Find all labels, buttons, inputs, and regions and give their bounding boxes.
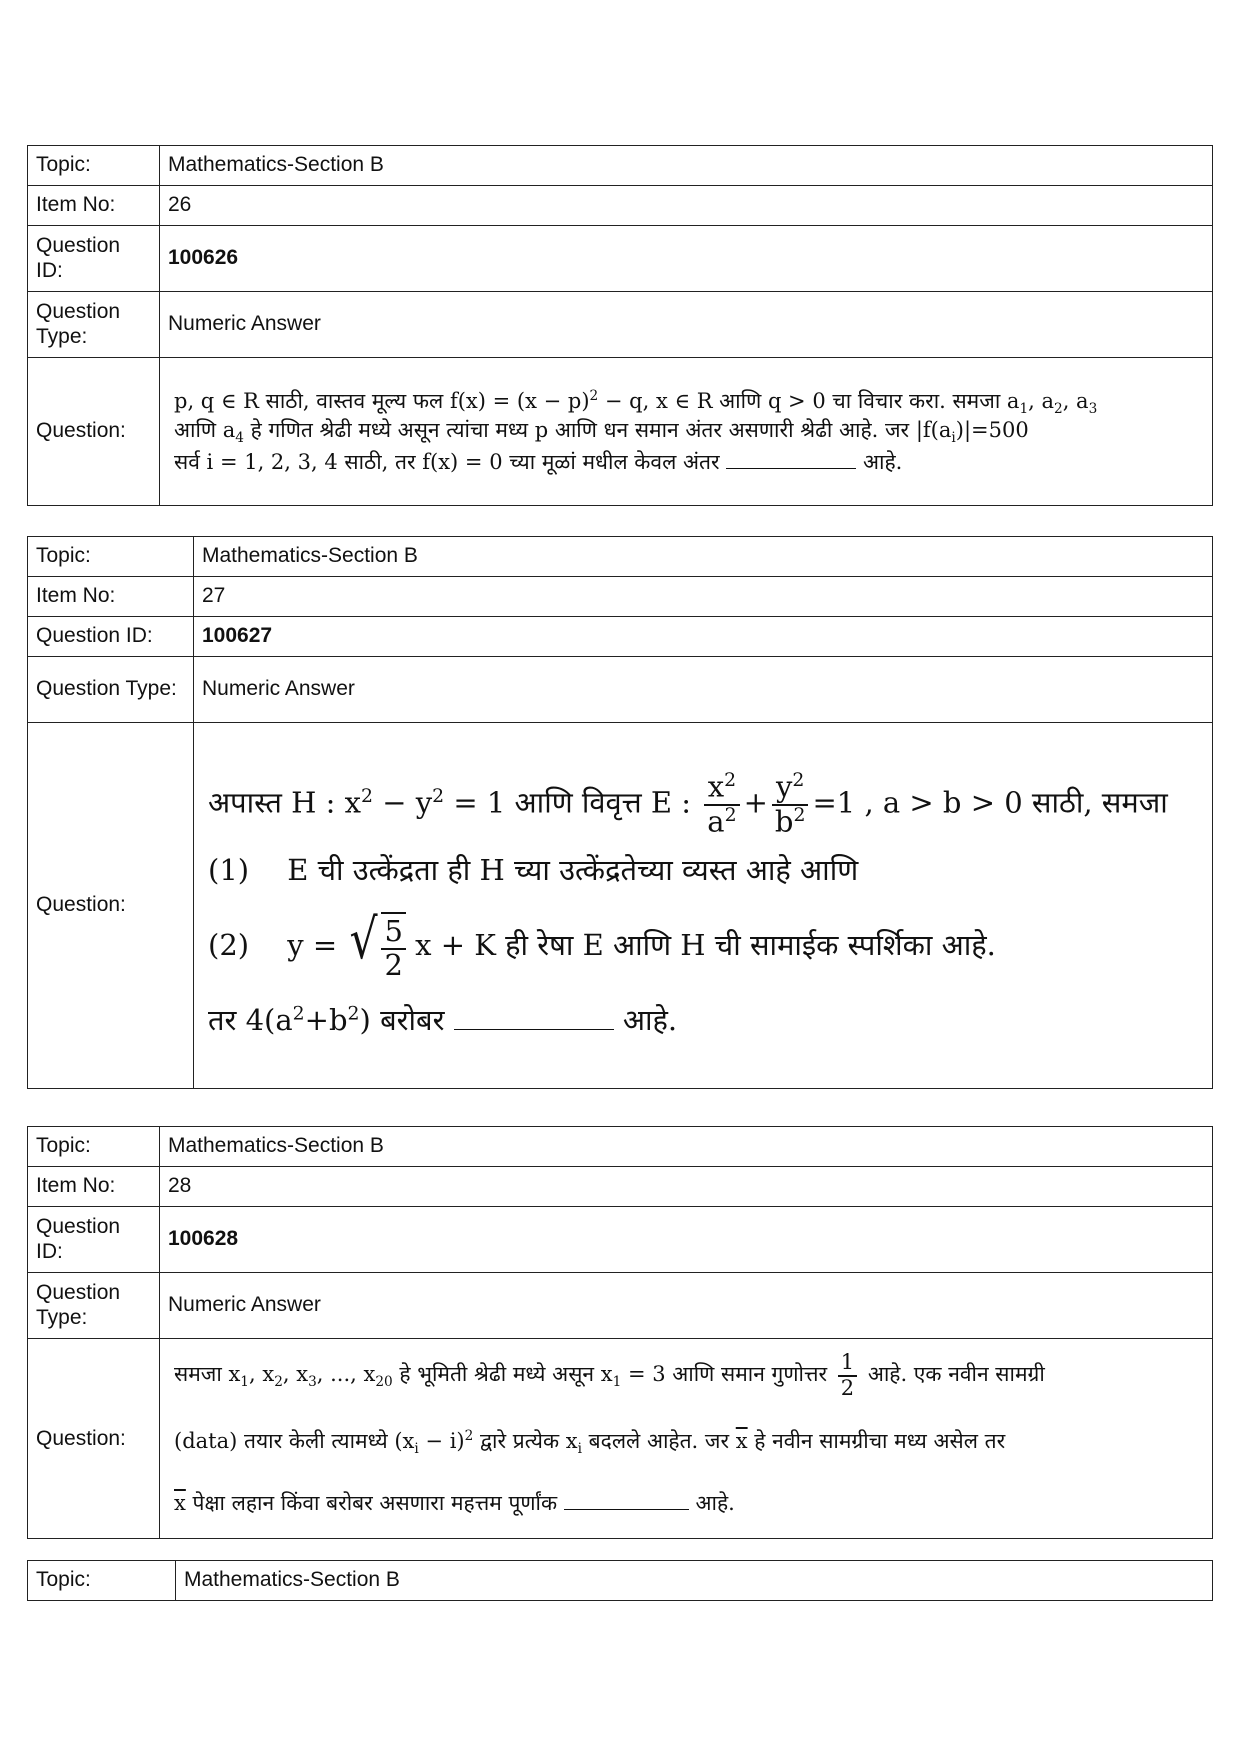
question-text: समजा $x_1$, $x_2$, $x_3$, ..., $x_{20}$ हे भूमिती श्रेढी मध्ये असून $x_1 = 3$ आणि समान गुणोत्तर $\frac{1}{2}$ आहे. एक नवीन सामग्री (data) तयार केली त्यामध्ये $(x_i - i)^2$ द्वारे प्रत्येक $x_i$ बदलले आहेत. जर $\overline{x}$ हे नवीन सामग्रीचा मध्य असेल तर $\overline{x}$ पेक्षा लहान किंवा बरोबर असणारा महत्तम पूर्णांक आहे. — [160, 1339, 1213, 1539]
condition-number: (1) — [208, 853, 250, 888]
fraction-x2-a2: $\frac{x^2}{a^2}$ — [704, 771, 739, 838]
q-text-part: (data) तयार केली त्यामध्ये (x — [174, 1429, 415, 1454]
item-no-value: 26 — [160, 186, 1213, 226]
q-text-part: आणि a — [174, 417, 236, 442]
question-card-29 — [27, 1560, 1213, 1601]
question-card-26 — [27, 145, 1213, 506]
q-text-part: आहे. एक नवीन सामग्री — [867, 1362, 1045, 1386]
q-text-part: , a — [1062, 389, 1089, 414]
q-text-part: , x — [248, 1362, 275, 1386]
square-root: √ $\frac{5}{2}$ — [346, 912, 406, 982]
q-text-part: ) बरोबर — [359, 1002, 445, 1037]
question-type-value: Numeric Answer — [160, 292, 1213, 358]
question-id-label: Question ID: — [28, 1207, 160, 1273]
question-card-28 — [27, 1126, 1213, 1539]
q-text-part: तर 4(a — [208, 1002, 293, 1037]
q-text-part: पेक्षा लहान किंवा बरोबर असणारा महत्तम पूर्णांक — [192, 1491, 558, 1516]
fraction-one-half: $\frac{1}{2}$ — [838, 1351, 857, 1399]
q-text-part: , x — [282, 1362, 309, 1386]
question-id-label: Question ID: — [28, 226, 160, 292]
q-sub: 3 — [1088, 401, 1098, 418]
question-type-label: Question Type: — [28, 1273, 160, 1339]
q-sub: 1 — [1019, 401, 1029, 418]
q-text-part: p, q ∈ R साठी, वास्तव मूल्य फल f(x) = (x − p) — [174, 389, 590, 414]
question-id-value: 100627 — [194, 617, 1213, 657]
question-card-27 — [27, 536, 1213, 1089]
question-label: Question: — [28, 723, 194, 1089]
topic-value: Mathematics-Section B — [194, 537, 1213, 577]
answer-blank — [454, 1000, 614, 1030]
topic-value: Mathematics-Section B — [160, 146, 1213, 186]
q-text-part: सर्व i = 1, 2, 3, 4 साठी, तर f(x) = 0 च्या मूळां मधील केवल अंतर — [174, 449, 720, 474]
topic-value: Mathematics-Section B — [176, 1561, 1213, 1601]
x-bar: $\overline{x}$ — [735, 1429, 748, 1454]
q-sup: 2 — [361, 786, 374, 808]
question-label: Question: — [28, 1339, 160, 1539]
q-text-part: हे भूमिती श्रेढी मध्ये असून x — [392, 1362, 613, 1386]
q-text-part: E ची उत्केंद्रता ही H च्या उत्केंद्रतेच्या व्यस्त आहे आणि — [287, 853, 859, 888]
question-text: अपास्त H : $x^2 - y^2 = 1$ आणि विवृत्त E : $\frac{x^2}{a^2}$ + $\frac{y^2}{b^2}$ =1 , a > b > 0 साठी, समजा (1) E ची उत्केंद्रता ही H च्या उत्केंद्रतेच्या व्यस्त आहे आणि (2) y = √ $\frac{5}{2}$ x + K ही रेषा E आणि H ची सामाईक स्पर्शिका आहे. तर $4(a^2+b^2)$ बरोबर आहे. — [194, 723, 1213, 1089]
q-text-part: − y — [373, 785, 433, 820]
question-id-label: Question ID: — [28, 617, 194, 657]
item-no-label: Item No: — [28, 577, 194, 617]
q-text-part: अपास्त H : x — [208, 785, 362, 820]
item-no-label: Item No: — [28, 1167, 160, 1207]
q-text-part: x + K ही रेषा E आणि H ची सामाईक स्पर्शिका आहे. — [415, 928, 996, 963]
q-text-part: = 3 आणि समान गुणोत्तर — [621, 1362, 828, 1386]
answer-blank — [726, 447, 856, 469]
q-sub: i — [951, 430, 956, 447]
q-text-part: द्वारे प्रत्येक x — [473, 1429, 578, 1454]
answer-blank — [564, 1488, 689, 1510]
question-type-value: Numeric Answer — [194, 657, 1213, 723]
question-type-label: Question Type: — [28, 657, 194, 723]
q-text-part: =1 , a > b > 0 साठी, समजा — [812, 785, 1168, 820]
q-text-part: , a — [1028, 389, 1055, 414]
item-no-value: 27 — [194, 577, 1213, 617]
condition-number: (2) — [208, 928, 250, 963]
item-no-label: Item No: — [28, 186, 160, 226]
q-text-part: आहे. — [863, 449, 903, 474]
topic-value: Mathematics-Section B — [160, 1127, 1213, 1167]
topic-label: Topic: — [28, 146, 160, 186]
question-type-label: Question Type: — [28, 292, 160, 358]
topic-label: Topic: — [28, 537, 194, 577]
q-text-part: − q, x ∈ R आणि q > 0 चा विचार करा. समजा a — [598, 389, 1020, 414]
topic-label: Topic: — [28, 1561, 176, 1601]
fraction-y2-b2: $\frac{y^2}{b^2}$ — [772, 771, 809, 838]
q-text-part: , ..., x — [316, 1362, 376, 1386]
q-text-part: y = — [287, 928, 338, 963]
q-sup: 2 — [589, 388, 599, 405]
q-text-part: बदलले आहेत. जर — [582, 1429, 730, 1454]
question-text — [160, 358, 1213, 506]
q-sup: 2 — [432, 786, 445, 808]
q-text-part: आहे. — [622, 1002, 678, 1037]
q-text-part: +b — [304, 1002, 348, 1037]
question-id-value: 100628 — [160, 1207, 1213, 1273]
q-sup: 2 — [292, 1003, 305, 1025]
q-text-part: आहे. — [695, 1491, 735, 1516]
q-sub: 4 — [235, 430, 244, 447]
topic-label: Topic: — [28, 1127, 160, 1167]
q-text-part: = 1 आणि विवृत्त E : — [444, 785, 692, 820]
q-text-part: )|=500 — [955, 417, 1029, 442]
question-label: Question: — [28, 358, 160, 506]
q-text-part: हे नवीन सामग्रीचा मध्य असेल तर — [754, 1429, 1006, 1454]
x-bar: $\overline{x}$ — [174, 1491, 186, 1516]
item-no-value: 28 — [160, 1167, 1213, 1207]
q-text-part: − i) — [418, 1429, 465, 1454]
q-sub: 2 — [1054, 401, 1063, 418]
question-type-value: Numeric Answer — [160, 1273, 1213, 1339]
q-sup: 2 — [347, 1003, 360, 1025]
q-text-part: हे गणित श्रेढी मध्ये असून त्यांचा मध्य p आणि धन समान अंतर असणारी श्रेढी आहे. जर |f(a — [243, 417, 952, 442]
q-text-part: समजा x — [174, 1362, 241, 1386]
question-id-value: 100626 — [160, 226, 1213, 292]
